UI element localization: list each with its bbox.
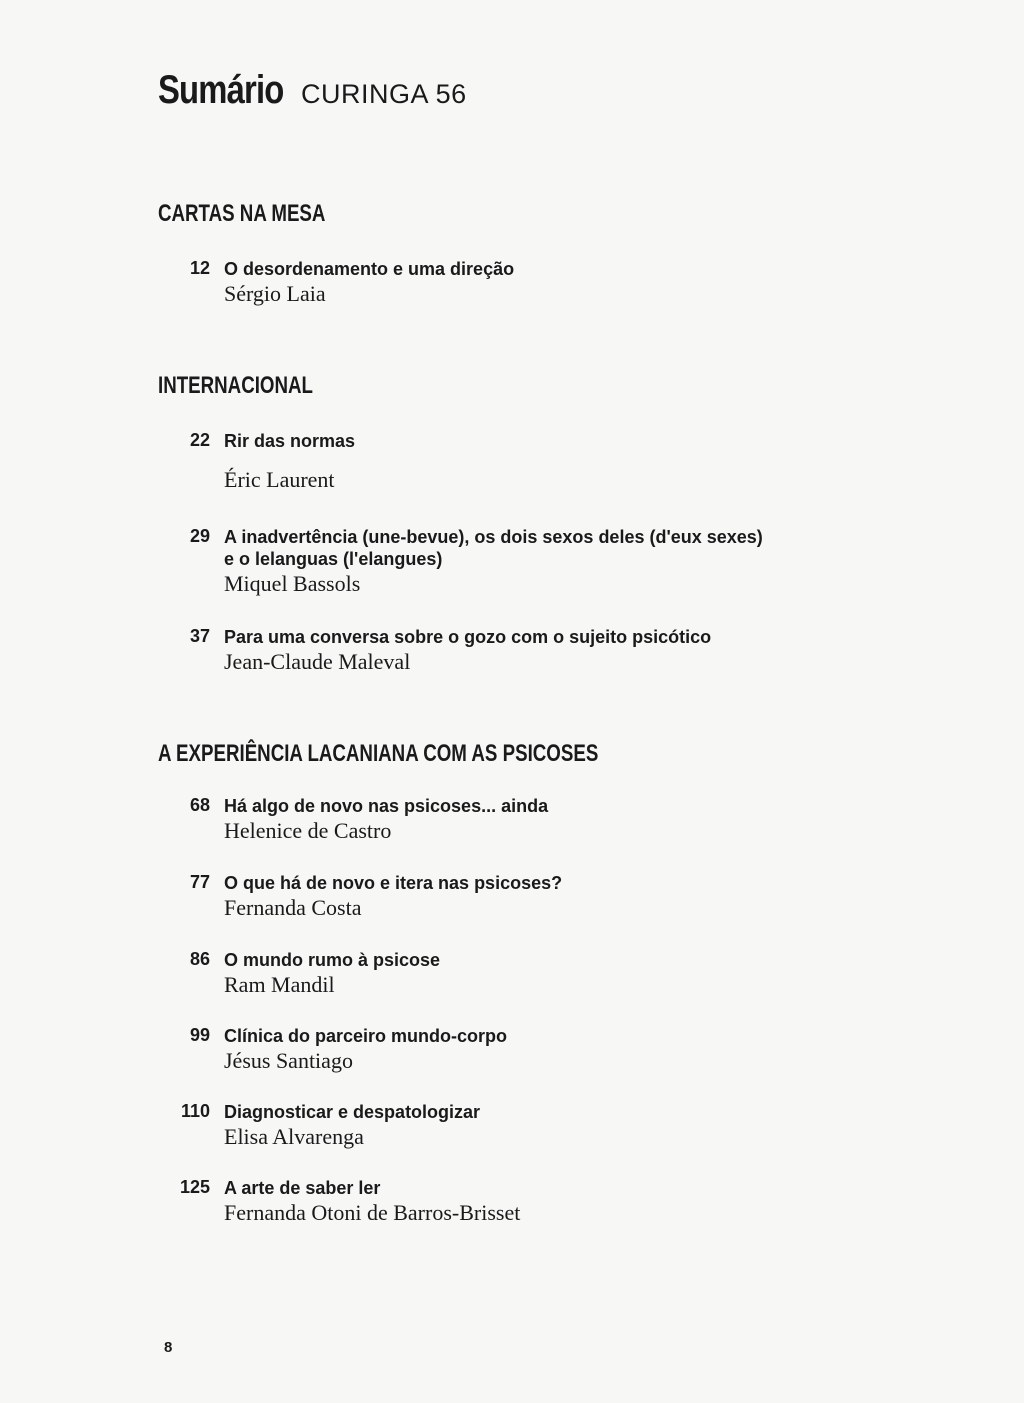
entry-author: Fernanda Costa [224,895,362,920]
entry-title-line2: e o lelanguas (l'elangues) [224,549,443,569]
entry-title: Clínica do parceiro mundo-corpo [224,1026,508,1046]
entry-author: Sérgio Laia [224,281,326,306]
entry-page-number: 12 [189,258,210,278]
entry-page-number: 29 [189,526,210,546]
entry-author: Ram Mandil [224,972,335,997]
entry-author: Elisa Alvarenga [224,1124,364,1149]
entry-author: Miquel Bassols [224,571,361,596]
page-header [158,68,467,113]
section-title: A EXPERIÊNCIA LACANIANA COM AS PSICOSES [158,740,599,767]
entry-author: Fernanda Otoni de Barros-Brisset [224,1200,521,1225]
section-title: CARTAS NA MESA [158,200,326,227]
entry-author: Éric Laurent [224,467,335,492]
page-subtitle: CURINGA 56 [301,79,467,109]
page-title: Sumário [158,68,284,112]
entry-author: Helenice de Castro [224,818,392,843]
entry-page-number: 77 [189,872,210,892]
entry-title: O que há de novo e itera nas psicoses? [224,873,563,893]
entry-page-number: 125 [179,1177,210,1197]
entry-author: Jésus Santiago [224,1048,353,1073]
entry-title: A inadvertência (une-bevue), os dois sexos deles (d'eux sexes) [224,527,763,547]
entry-title: O desordenamento e uma direção [224,259,515,279]
section-title: INTERNACIONAL [158,372,313,399]
entry-page-number: 86 [189,949,210,969]
page-number: 8 [164,1339,173,1356]
entry-page-number: 37 [189,626,210,646]
entry-title: Diagnosticar e despatologizar [224,1102,481,1122]
entry-title: Há algo de novo nas psicoses... ainda [224,796,549,816]
entry-page-number: 110 [180,1101,210,1121]
entry-title: A arte de saber ler [224,1178,381,1198]
entry-page-number: 22 [189,430,210,450]
entry-author: Jean-Claude Maleval [224,649,411,674]
entry-page-number: 99 [189,1025,210,1045]
entry-page-number: 68 [189,795,210,815]
entry-title: O mundo rumo à psicose [224,950,441,970]
entry-title: Rir das normas [224,431,356,451]
entry-title: Para uma conversa sobre o gozo com o sujeito psicótico [224,627,712,647]
